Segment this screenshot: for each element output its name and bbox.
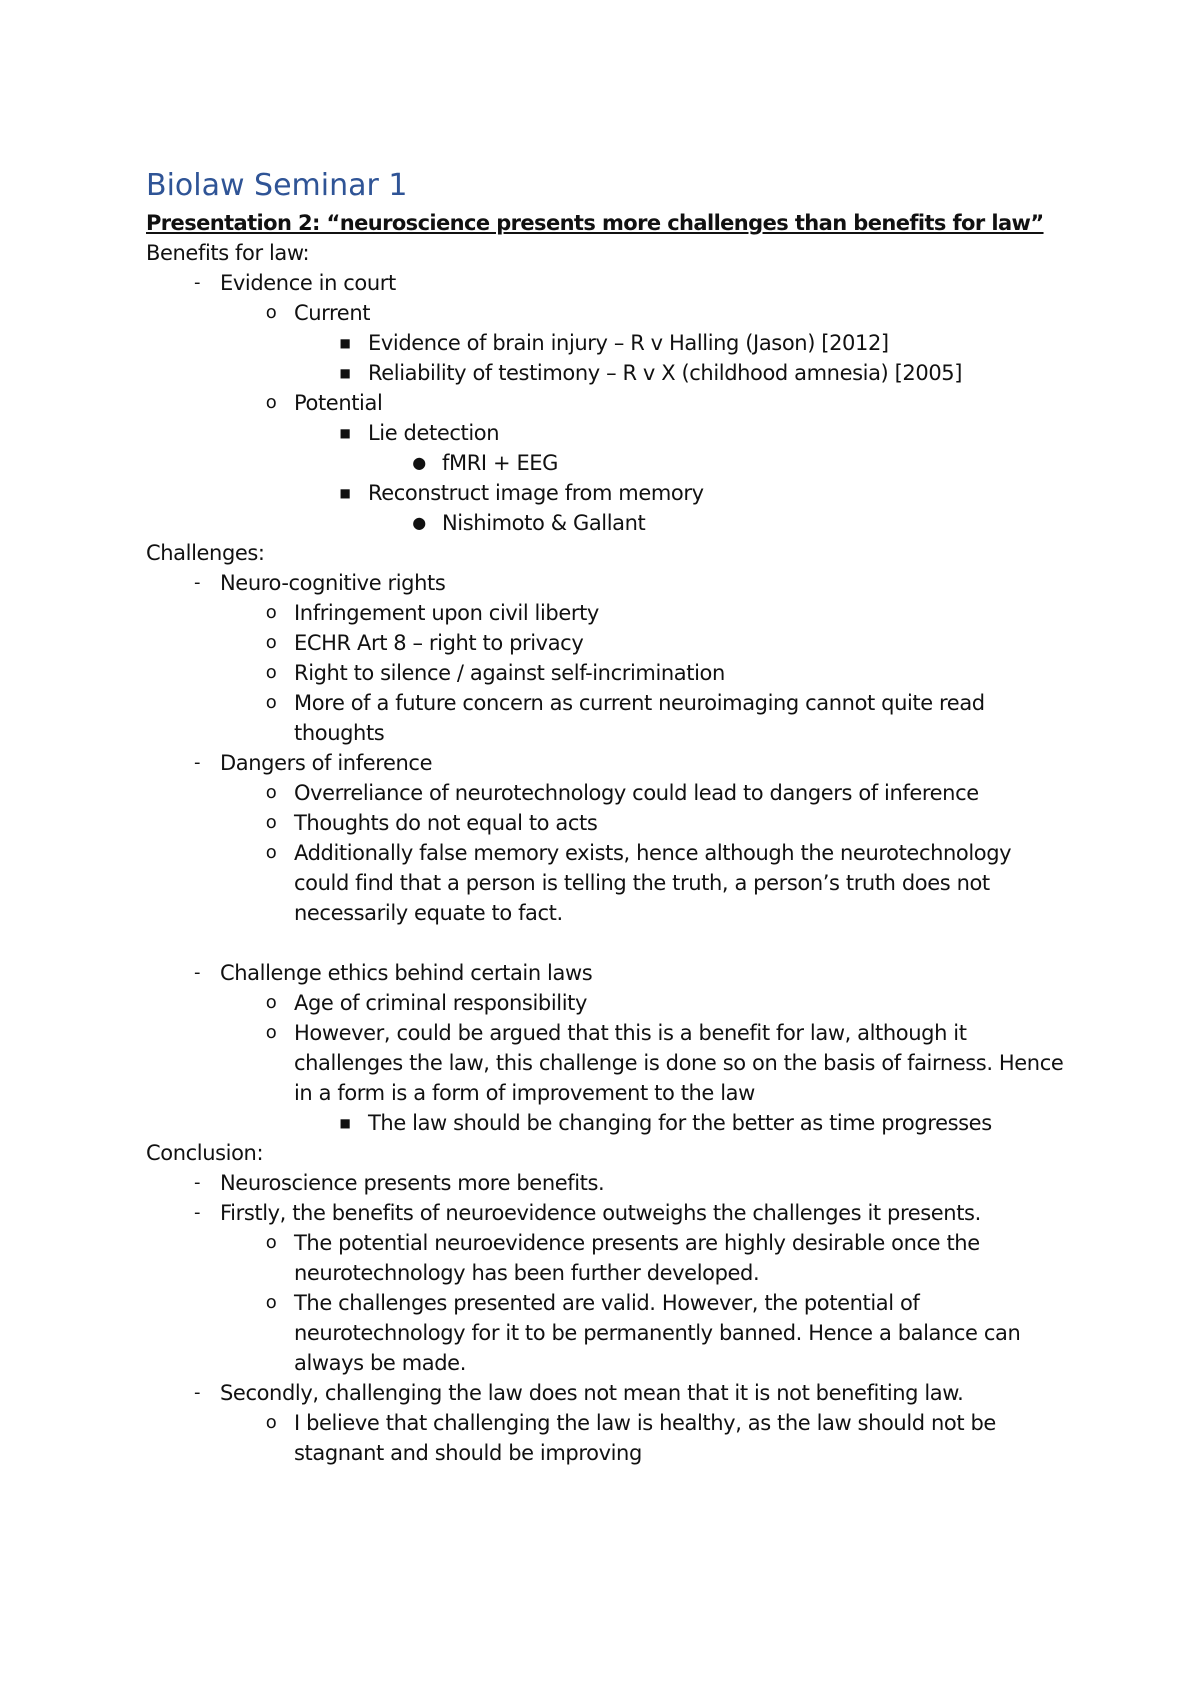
list-item-text: The potential neuroevidence presents are highly desirable once the neurotechnology has been further developed.	[294, 1231, 980, 1285]
list-item	[146, 418, 1066, 448]
list-item-text: Firstly, the benefits of neuroevidence outweighs the challenges it presents.	[220, 1201, 981, 1225]
list-item	[146, 958, 1066, 988]
section-heading-conclusion: Conclusion:	[146, 1141, 264, 1165]
list-item	[146, 1408, 1066, 1468]
list-item-text: Evidence in court	[220, 271, 396, 295]
list-item	[146, 388, 1066, 418]
list-item	[146, 328, 1066, 358]
circle-bullet: o	[265, 782, 277, 803]
list-item-text: I believe that challenging the law is healthy, as the law should not be stagnant and should be improving	[294, 1411, 996, 1465]
dash-bullet: -	[193, 1202, 201, 1223]
circle-bullet: o	[265, 392, 277, 413]
list-item	[146, 1288, 1066, 1378]
dash-bullet: -	[193, 1172, 201, 1193]
list-item-text: Neuro-cognitive rights	[220, 571, 446, 595]
list-item	[146, 838, 1066, 928]
list-item	[146, 1108, 1066, 1138]
square-bullet: ■	[339, 1116, 351, 1130]
list-item-text: Secondly, challenging the law does not mean that it is not benefiting law.	[220, 1381, 964, 1405]
list-item	[146, 1018, 1066, 1108]
circle-bullet: o	[265, 1292, 277, 1313]
list-item	[146, 298, 1066, 328]
circle-bullet: o	[265, 602, 277, 623]
list-item	[146, 568, 1066, 598]
list-item	[146, 778, 1066, 808]
list-item	[146, 268, 1066, 298]
square-bullet: ■	[339, 426, 351, 440]
square-bullet: ■	[339, 486, 351, 500]
circle-bullet: o	[265, 1232, 277, 1253]
list-item-text: Age of criminal responsibility	[294, 991, 587, 1015]
section-heading-benefits: Benefits for law:	[146, 241, 310, 265]
list-item	[146, 988, 1066, 1018]
circle-bullet: o	[265, 992, 277, 1013]
list-item-text: Lie detection	[368, 421, 500, 445]
circle-bullet: o	[265, 1022, 277, 1043]
presentation-subtitle: Presentation 2: “neuroscience presents more challenges than benefits for law”	[146, 211, 1044, 235]
circle-bullet: o	[265, 1412, 277, 1433]
document-body	[146, 238, 1066, 1468]
list-item-text: Evidence of brain injury – R v Halling (Jason) [2012]	[368, 331, 889, 355]
dash-bullet: -	[193, 962, 201, 983]
list-item	[146, 1228, 1066, 1288]
circle-bullet: o	[265, 662, 277, 683]
list-item	[146, 358, 1066, 388]
blank-line	[146, 928, 1066, 958]
list-item-text: Reliability of testimony – R v X (childhood amnesia) [2005]	[368, 361, 963, 385]
list-item-text: Right to silence / against self-incrimination	[294, 661, 725, 685]
list-item	[146, 508, 1066, 538]
dash-bullet: -	[193, 272, 201, 293]
dash-bullet: -	[193, 1382, 201, 1403]
list-item-text: Challenge ethics behind certain laws	[220, 961, 593, 985]
dot-bullet: ●	[412, 513, 426, 532]
list-item	[146, 1168, 1066, 1198]
circle-bullet: o	[265, 632, 277, 653]
list-item-text: Additionally false memory exists, hence although the neurotechnology could find that a person is telling the truth, a person’s truth does not necessarily equate to fact.	[294, 841, 1012, 925]
list-item-text: Overreliance of neurotechnology could lead to dangers of inference	[294, 781, 979, 805]
circle-bullet: o	[265, 842, 277, 863]
square-bullet: ■	[339, 366, 351, 380]
list-item-text: Thoughts do not equal to acts	[294, 811, 598, 835]
list-item	[146, 478, 1066, 508]
circle-bullet: o	[265, 812, 277, 833]
list-item-text: Current	[294, 301, 371, 325]
list-item-text: Infringement upon civil liberty	[294, 601, 599, 625]
list-item-text: Dangers of inference	[220, 751, 433, 775]
list-item-text: ECHR Art 8 – right to privacy	[294, 631, 584, 655]
list-item-text: fMRI + EEG	[442, 451, 559, 475]
list-item	[146, 1198, 1066, 1228]
list-item	[146, 658, 1066, 688]
list-item	[146, 628, 1066, 658]
list-item	[146, 808, 1066, 838]
square-bullet: ■	[339, 336, 351, 350]
list-item-text: More of a future concern as current neuroimaging cannot quite read thoughts	[294, 691, 985, 745]
document-title: Biolaw Seminar 1	[146, 168, 408, 203]
dash-bullet: -	[193, 572, 201, 593]
list-item-text: The challenges presented are valid. However, the potential of neurotechnology for it to be permanently banned. Hence a balance can always be made.	[294, 1291, 1021, 1375]
circle-bullet: o	[265, 692, 277, 713]
list-item	[146, 448, 1066, 478]
list-item	[146, 1378, 1066, 1408]
list-item	[146, 688, 1066, 748]
list-item-text: Potential	[294, 391, 383, 415]
section-heading-challenges: Challenges:	[146, 541, 265, 565]
dot-bullet: ●	[412, 453, 426, 472]
list-item-text: Neuroscience presents more benefits.	[220, 1171, 605, 1195]
list-item-text: However, could be argued that this is a benefit for law, although it challenges the law, this challenge is done so on the basis of fairness. Hence in a form is a form of improvement to the law	[294, 1021, 1064, 1105]
circle-bullet: o	[265, 302, 277, 323]
list-item-text: Reconstruct image from memory	[368, 481, 704, 505]
list-item	[146, 748, 1066, 778]
list-item-text: The law should be changing for the better as time progresses	[368, 1111, 992, 1135]
list-item	[146, 598, 1066, 628]
dash-bullet: -	[193, 752, 201, 773]
list-item-text: Nishimoto & Gallant	[442, 511, 646, 535]
